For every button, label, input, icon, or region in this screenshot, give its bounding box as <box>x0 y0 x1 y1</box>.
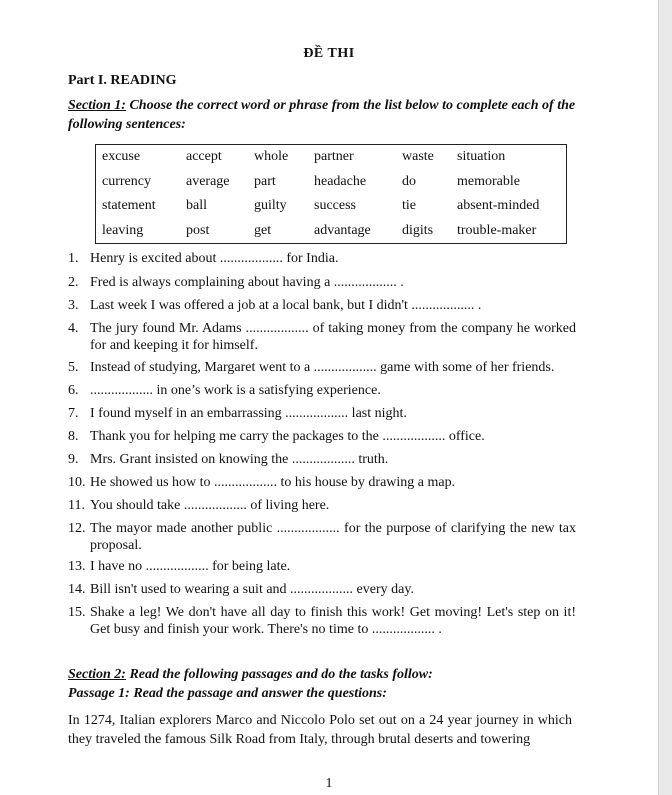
word-cell: average <box>186 173 230 189</box>
question-item <box>68 320 576 354</box>
word-cell: ball <box>186 198 207 214</box>
word-table-row <box>96 170 566 195</box>
section1-text: Choose the correct word or phrase from the list below to complete each of the following sentences: <box>68 98 576 132</box>
question-item <box>68 474 576 491</box>
word-table-row <box>96 194 566 219</box>
question-text: The jury found Mr. Adams .................. of taking money from the company he worked for and keeping it for himself. <box>90 321 576 353</box>
word-cell: accept <box>186 149 222 165</box>
question-number: 12. <box>68 521 86 536</box>
question-text: I found myself in an embarrassing .................. last night. <box>90 406 407 421</box>
word-cell: success <box>314 198 356 214</box>
question-item <box>68 359 576 376</box>
word-cell: statement <box>102 198 156 214</box>
word-cell: situation <box>457 149 506 165</box>
word-cell: waste <box>402 149 434 165</box>
question-number: 11. <box>68 498 85 513</box>
word-cell: digits <box>402 222 434 238</box>
word-cell: advantage <box>314 222 371 238</box>
word-cell: leaving <box>102 222 144 238</box>
question-number: 10. <box>68 475 86 490</box>
word-list-table <box>95 144 567 244</box>
question-number: 14. <box>68 582 86 597</box>
question-item <box>68 405 576 422</box>
word-cell: trouble-maker <box>457 222 537 238</box>
question-number: 2. <box>68 275 79 290</box>
question-text: .................. in one’s work is a satisfying experience. <box>90 383 381 398</box>
question-text: I have no .................. for being late. <box>90 559 291 574</box>
question-number: 15. <box>68 605 86 620</box>
word-cell: headache <box>314 173 367 189</box>
question-item <box>68 428 576 445</box>
word-cell: get <box>254 222 272 238</box>
passage1-text: In 1274, Italian explorers Marco and Niccolo Polo set out on a 24 year journey in which they traveled the famous Silk Road from Italy, through brutal deserts and towering <box>68 713 572 747</box>
question-number: 4. <box>68 321 79 336</box>
question-item <box>68 604 576 638</box>
question-number: 5. <box>68 360 79 375</box>
question-text: Mrs. Grant insisted on knowing the .................. truth. <box>90 452 389 467</box>
section2-text: Read the following passages and do the tasks follow: <box>125 667 433 682</box>
question-text: Instead of studying, Margaret went to a .................. game with some of her friends. <box>90 360 555 375</box>
question-item <box>68 497 576 514</box>
question-text: The mayor made another public .................. for the purpose of clarifying the new tax proposal. <box>90 521 576 553</box>
word-table-row <box>96 219 566 244</box>
question-item <box>68 297 576 314</box>
question-item <box>68 520 576 554</box>
question-number: 6. <box>68 383 79 398</box>
question-item <box>68 581 576 598</box>
question-item <box>68 274 576 291</box>
word-cell: partner <box>314 149 354 165</box>
word-cell: do <box>402 173 416 189</box>
word-cell: part <box>254 173 276 189</box>
word-cell: excuse <box>102 149 141 165</box>
word-cell: memorable <box>457 173 520 189</box>
word-cell: currency <box>102 173 151 189</box>
question-number: 3. <box>68 298 79 313</box>
page-edge <box>658 0 672 795</box>
part-heading: Part I. READING <box>68 73 177 88</box>
question-text: Thank you for helping me carry the packages to the .................. office. <box>90 429 485 444</box>
question-text: Shake a leg! We don't have all day to finish this work! Get moving! Let's step on it! Get busy and finish your work. There's no time to .................. . <box>90 605 576 637</box>
question-item <box>68 250 576 267</box>
question-text: Last week I was offered a job at a local bank, but I didn't .................. . <box>90 298 482 313</box>
question-number: 1. <box>68 251 79 266</box>
question-number: 13. <box>68 559 86 574</box>
section1-label: Section 1: <box>68 98 126 113</box>
question-text: You should take .................. of living here. <box>90 498 330 513</box>
question-item <box>68 382 576 399</box>
question-text: Fred is always complaining about having a .................. . <box>90 275 404 290</box>
question-text: He showed us how to .................. to his house by drawing a map. <box>90 475 456 490</box>
word-cell: whole <box>254 149 289 165</box>
question-text: Bill isn't used to wearing a suit and .................. every day. <box>90 582 414 597</box>
section1-instruction <box>68 96 588 134</box>
question-number: 9. <box>68 452 79 467</box>
passage1-heading: Passage 1: Read the passage and answer the questions: <box>68 686 387 701</box>
word-cell: guilty <box>254 198 287 214</box>
word-cell: tie <box>402 198 416 214</box>
word-cell: absent-minded <box>457 198 540 214</box>
exam-title: ĐỀ THI <box>303 46 355 61</box>
word-cell: post <box>186 222 210 238</box>
question-text: Henry is excited about .................. for India. <box>90 251 339 266</box>
question-item <box>68 558 576 575</box>
section2-label: Section 2: <box>68 667 126 682</box>
question-number: 8. <box>68 429 79 444</box>
word-table-row <box>96 145 566 170</box>
question-item <box>68 451 576 468</box>
page-number: 1 <box>325 776 333 791</box>
section2-instruction <box>68 667 433 683</box>
question-number: 7. <box>68 406 79 421</box>
